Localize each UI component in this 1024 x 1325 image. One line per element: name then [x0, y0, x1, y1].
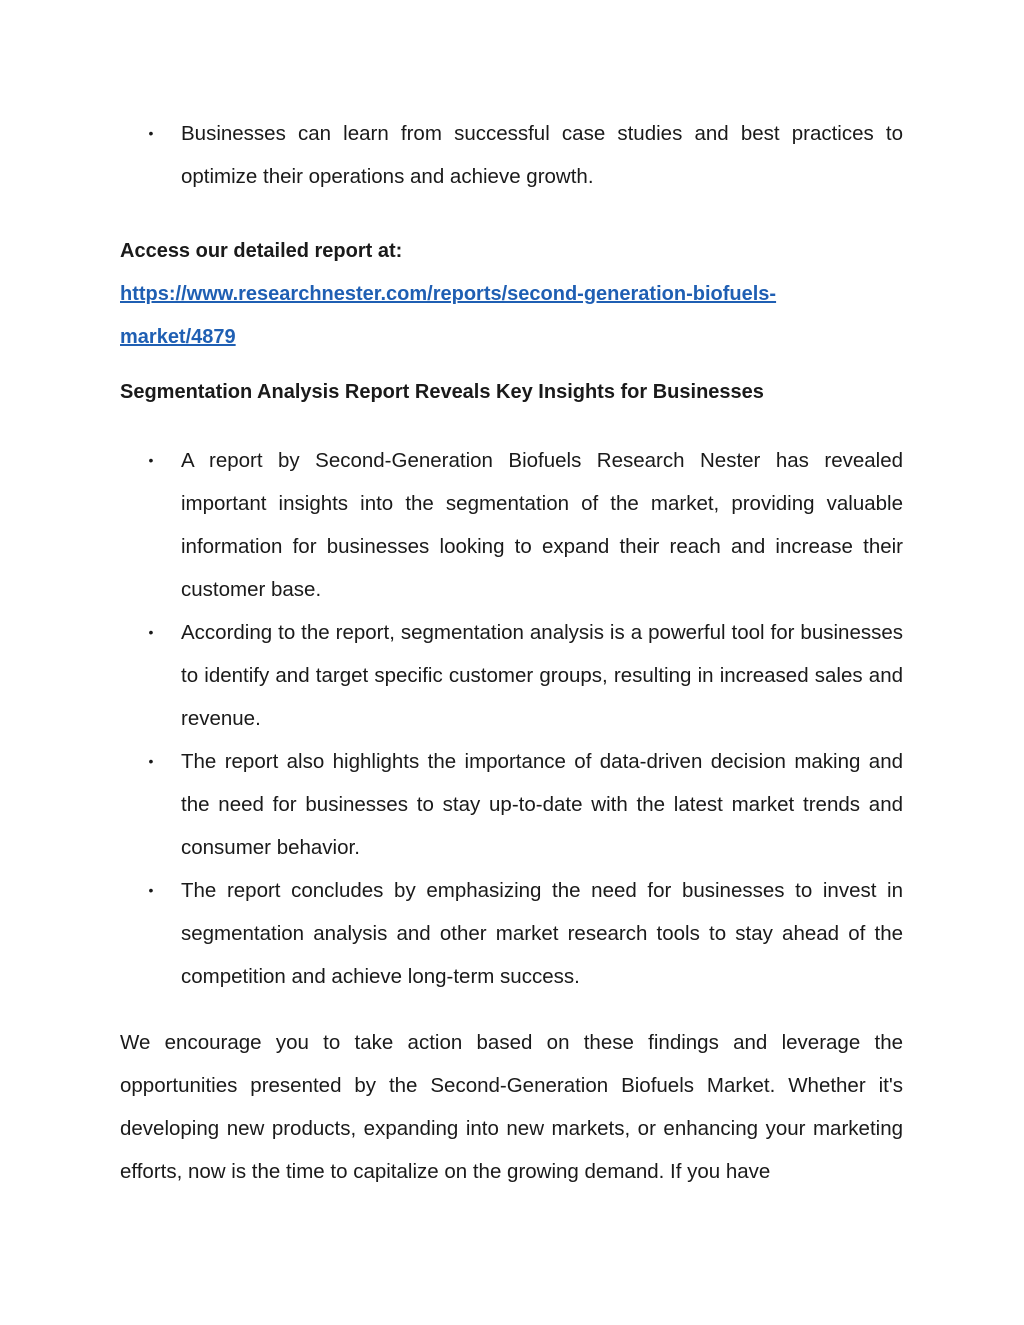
closing-paragraph: We encourage you to take action based on these findings and leverage the opportunities presented by the Second-Generation Biofuels Market. Whether it's developing new products, expanding into new markets, or enhancing your marketing efforts, now is the time to capitalize on the growing demand. If you have — [120, 1031, 903, 1183]
bullet-text: According to the report, segmentation analysis is a powerful tool for businesses to identify and target specific customer groups, resulting in increased sales and revenue. — [181, 621, 903, 730]
bullet-text: Businesses can learn from successful case studies and best practices to optimize their operations and achieve growth. — [181, 122, 903, 188]
list-item — [120, 740, 903, 869]
bullet-text: The report also highlights the importance of data-driven decision making and the need for businesses to stay up-to-date with the latest market trends and consumer behavior. — [181, 750, 903, 859]
bullet-icon: • — [148, 125, 154, 141]
document-page — [120, 112, 903, 1214]
list-item — [120, 439, 903, 611]
bullet-icon: • — [148, 624, 154, 640]
bullet-text: A report by Second-Generation Biofuels Research Nester has revealed important insights into the segmentation of the market, providing valuable information for businesses looking to expand their reach and increase their customer base. — [181, 449, 903, 601]
segmentation-heading: Segmentation Analysis Report Reveals Key Insights for Businesses — [120, 381, 764, 403]
list-item — [120, 112, 903, 198]
bullet-text: The report concludes by emphasizing the need for businesses to invest in segmentation analysis and other market research tools to stay ahead of the competition and achieve long-term success. — [181, 879, 903, 988]
access-report-block — [120, 230, 903, 359]
access-heading: Access our detailed report at: — [120, 240, 403, 262]
bullet-icon: • — [148, 882, 154, 898]
report-link[interactable] — [120, 273, 903, 359]
segmentation-bullet-list — [120, 439, 903, 998]
list-item — [120, 611, 903, 740]
intro-bullet-list — [120, 112, 903, 198]
bullet-icon: • — [148, 452, 154, 468]
bullet-icon: • — [148, 753, 154, 769]
report-link-line-2: market/4879 — [120, 326, 236, 348]
list-item — [120, 869, 903, 998]
report-link-line-1: https://www.researchnester.com/reports/second-generation-biofuels- — [120, 283, 777, 305]
